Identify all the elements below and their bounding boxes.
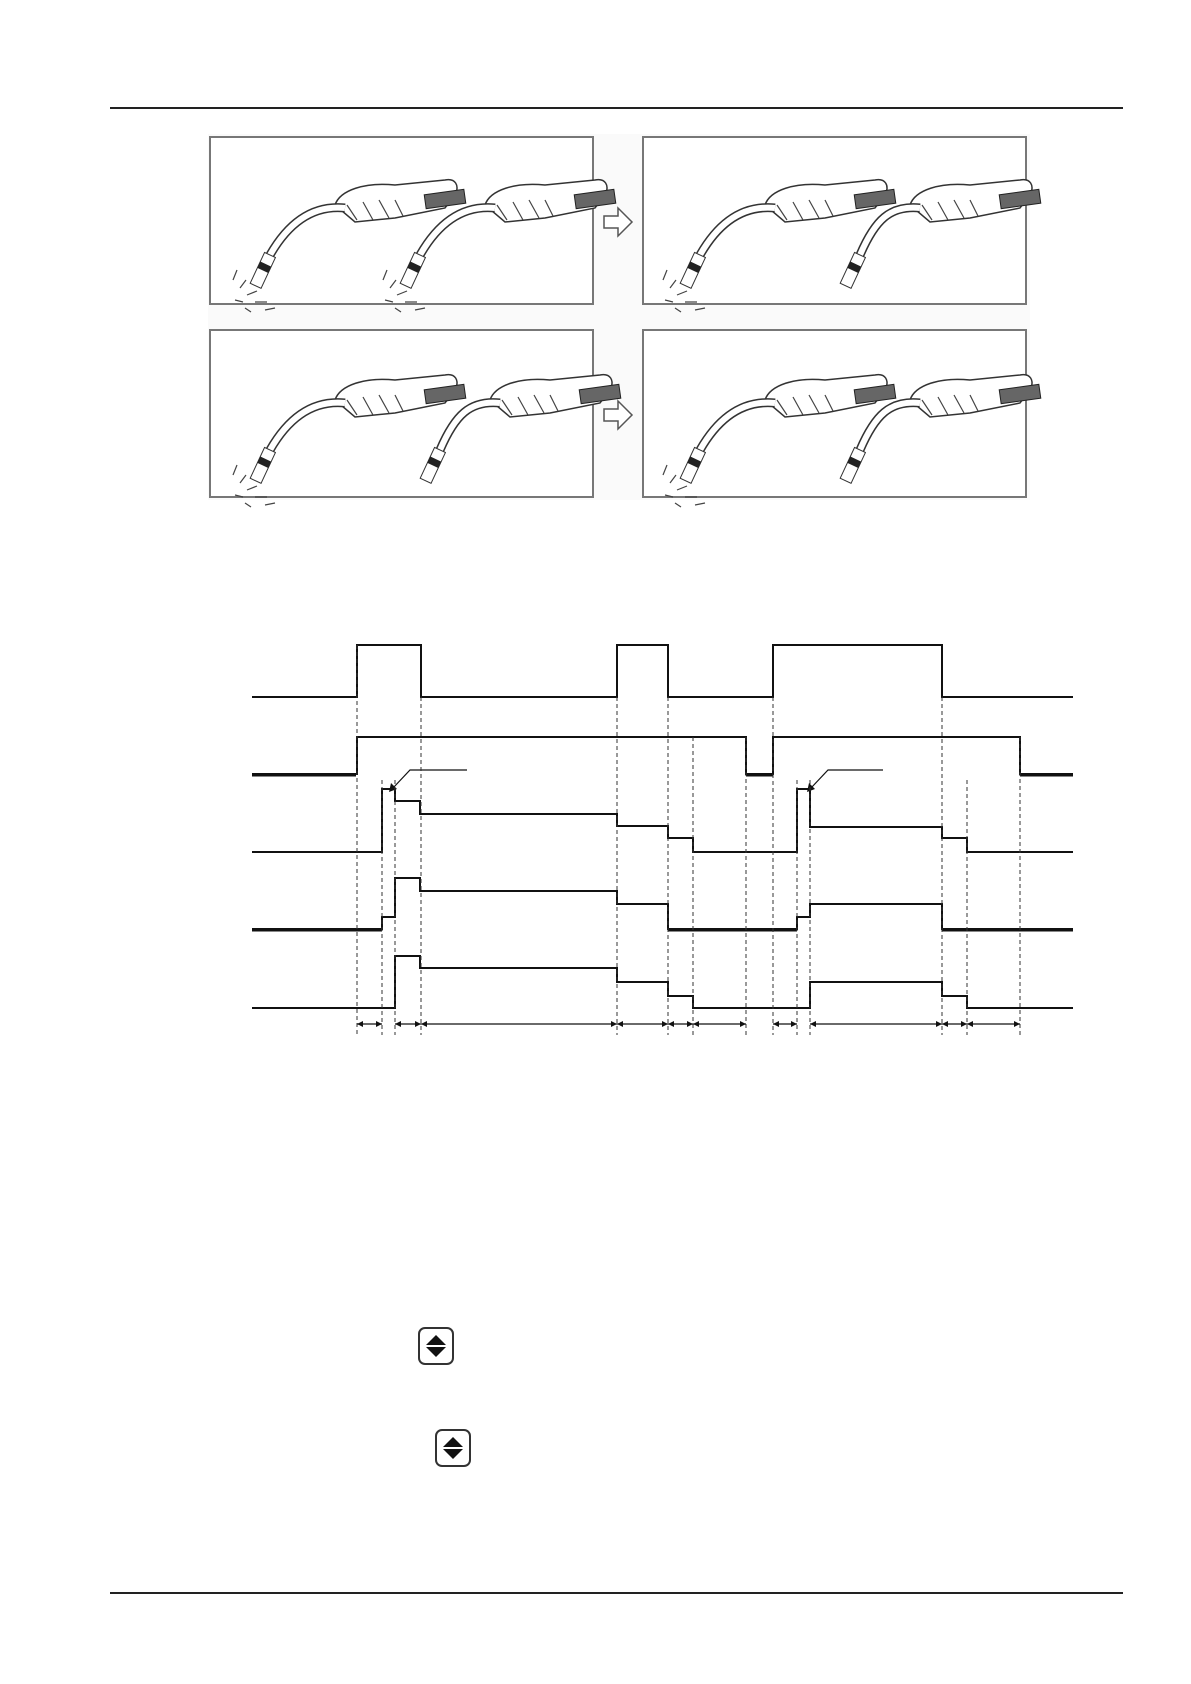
signal-current xyxy=(252,789,1073,852)
signal-trigger xyxy=(252,645,1073,697)
phase-markers xyxy=(357,645,1020,1035)
up-down-button-icon xyxy=(418,1327,454,1365)
signal-voltage xyxy=(252,878,1073,929)
footer-rule xyxy=(110,1592,1123,1594)
signal-wire xyxy=(252,956,1073,1008)
signal-gas xyxy=(252,737,1073,774)
up-down-button-icon xyxy=(435,1429,471,1467)
